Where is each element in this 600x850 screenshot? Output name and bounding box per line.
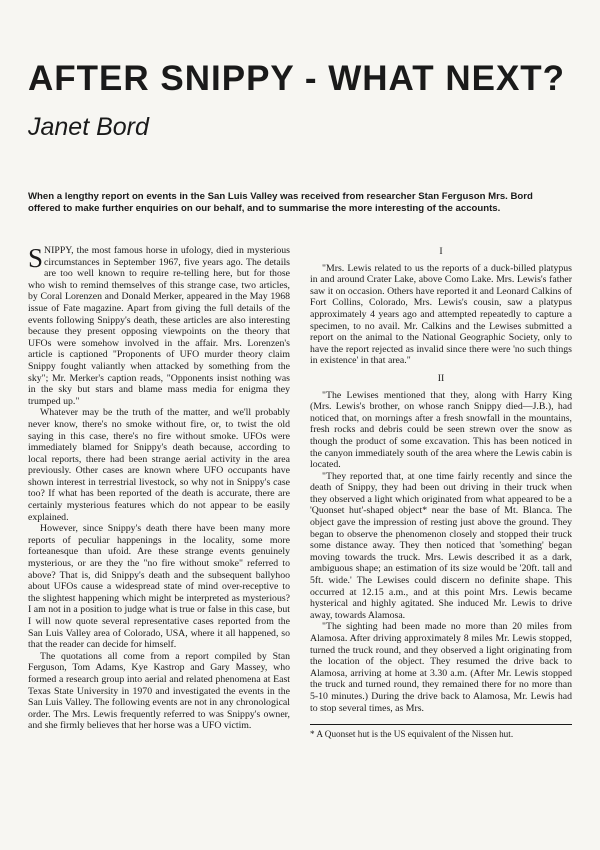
paragraph: SNIPPY, the most famous horse in ufology, died in mysterious circumstances in September 1967, five years ago. The details are too well known to require re-telling here, but for those who wish to remind themselves of this strange case, two articles, by Coral Lorenzen and Donald Merker, appeared in the May 1968 issue of Fate magazine. Apart from giving the full details of the events following Snippy's death, these articles are also interesting because they present opposing viewpoints on the theory that UFOs were somehow involved in the affair. Mrs. Lorenzen's article is captioned "Proponents of UFO murder theory claim Snippy fought valiantly when attacked by something from the sky"; Mr. Merker's caption reads, "Opponents insist nothing was in the sky but stars and blame mass media for enigma they trumped up." bbox=[28, 243, 290, 407]
paragraph: However, since Snippy's death there have been many more reports of peculiar happenings in the locality, some more forteanesque than ufoid. Are these strange events genuinely mysterious, or are they the "no fire without smoke" referred to above? That is, did Snippy's death and the subsequent ballyhoo about UFOs cause a widespread state of mind over-receptive to the slightest happening which might be interpreted as mysterious? I am not in a position to judge what is true or false in this case, but I will now quote several representative cases reported from the San Luis Valley area of Colorado, USA, where it all happened, so that the reader can decide for himself. bbox=[28, 523, 290, 651]
paragraph: "The Lewises mentioned that they, along with Harry King (Mrs. Lewis's brother, on whose ranch Snippy died—J.B.), had noticed that, on mornings after a fresh snowfall in the mountains, fresh rocks and debris could be seen strewn over the snow as though the product of some excavation. This has been noticed in the canyon immediately south of the area where the Lewis cabin is located. bbox=[310, 389, 572, 471]
paragraph: "Mrs. Lewis related to us the reports of a duck-billed platypus in and around Crater Lake, above Como Lake. Mrs. Lewis's father saw it on occasion. Others have reported it and Leonard Calkins of Fort Collins, Colorado, Mrs. Lewis's cousin, saw a platypus approximately 4 years ago and attempted repeatedly to capture a specimen, to no avail. Mr. Calkins and the Lewises submitted a report on the animal to the National Geographic Society, only to have the report rejected as invalid since there were 'no such things in existence' in that area." bbox=[310, 262, 572, 367]
footnote-divider bbox=[310, 724, 572, 725]
article-title: AFTER SNIPPY - WHAT NEXT? bbox=[28, 59, 566, 98]
footnote: * A Quonset hut is the US equivalent of the Nissen hut. bbox=[310, 729, 514, 740]
article-author: Janet Bord bbox=[28, 113, 149, 141]
article-intro: When a lengthy report on events in the San Luis Valley was received from researcher Stan Ferguson Mrs. Bord offered to make further enquiries on our behalf, and to summarise the more interesting of the accounts. bbox=[28, 191, 533, 214]
section-number: I bbox=[439, 246, 443, 257]
paragraph: "The sighting had been made no more than 20 miles from Alamosa. After driving approximately 8 miles Mr. Lewis stopped, turned the truck round, and they observed a light originating from the location of the object. They resumed the drive back to Alamosa, arriving at home at 3.30 a.m. (After Mr. Lewis stopped the truck and turned round, they remained there for no more than 5-10 minutes.) During the drive back to Alamosa, Mr. Lewis had to stop several times, as Mrs. bbox=[310, 621, 572, 714]
left-column bbox=[28, 245, 290, 740]
article-body bbox=[28, 245, 572, 740]
right-column bbox=[310, 245, 572, 740]
paragraph: Whatever may be the truth of the matter, and we'll probably never know, there's no smoke without fire, or, to twist the old saying in this case, there's no fire without smoke. UFOs were immediately blamed for Snippy's death because, according to local reports, there had been strange aerial activity in the area previously. Other cases are known where UFO occupants have shown interest in terrestrial livestock, so why not in Snippy's case too? If what has been reported of the death is accurate, there are certainly mysterious features which do not appear to be easily explained. bbox=[28, 407, 290, 523]
paragraph: The quotations all come from a report compiled by Stan Ferguson, Tom Adams, Kye Kastrop and Gary Massey, who formed a research group into aerial and related phenomena at East Texas State University in 1970 and investigated the events in the San Luis Valley. The following events are not in any chronological order. The Mrs. Lewis frequently referred to was Snippy's owner, and she firmly believes that her horse was a UFO victim. bbox=[28, 650, 290, 732]
paragraph: "They reported that, at one time fairly recently and since the death of Snippy, they had been out driving in their truck when they observed a light which originated from what appeared to be a 'Quonset hut'-shaped object* near the base of Mt. Blanca. The object gave the impression of resting just above the ground. They began to observe the phenomenon closely and stopped their truck some distance away. They then noticed that 'something' began moving towards the truck. Mrs. Lewis described it as a dark, ambiguous shape; an estimation of its size would be '20ft. tall and 5ft. wide.' The Lewises could discern no definite shape. This occurred at 12.15 a.m., and at this point Mrs. Lewis became hysterical and highly agitated. She induced Mr. Lewis to drive away, towards Alamosa. bbox=[310, 470, 572, 621]
section-number: II bbox=[437, 372, 445, 384]
drop-cap: S bbox=[28, 243, 44, 273]
